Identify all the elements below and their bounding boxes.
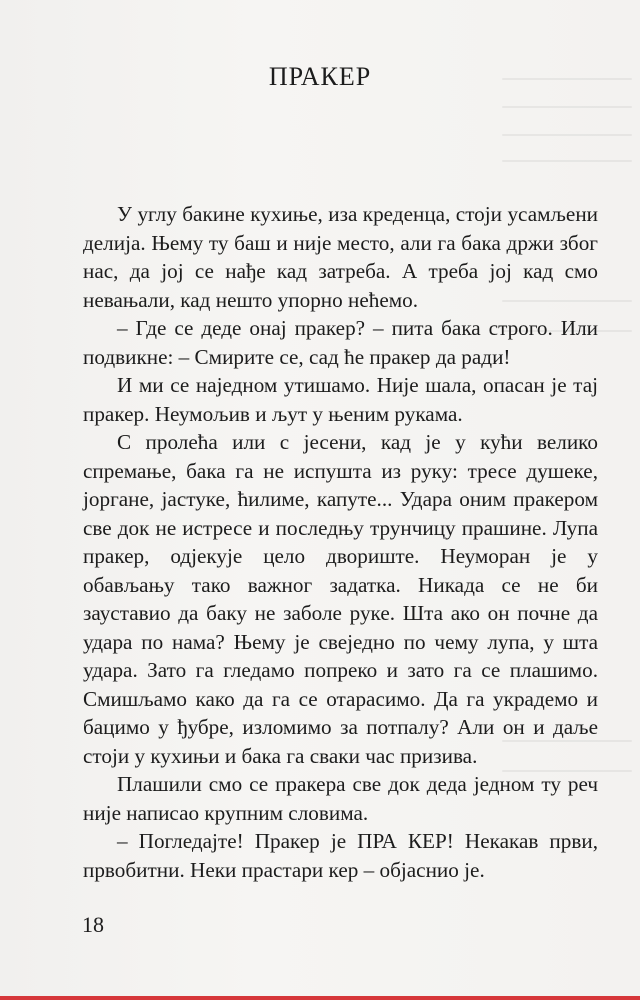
- page-number: 18: [82, 912, 104, 937]
- bleed-through-line: [502, 160, 632, 162]
- paragraph: У углу бакине кухиње, иза креденца, стоји усамљени делија. Њему ту баш и није место, али га бака држи због нас, да јој се нађе кад затреба. А треба јој кад смо невањали, кад нешто упорно нећемо.: [83, 202, 598, 312]
- bleed-through-line: [502, 134, 632, 136]
- paragraph: И ми се наједном утишамо. Није шала, опасан је тај пракер. Неумољив и љут у њеним рукама.: [83, 373, 598, 426]
- paragraph: Плашили смо се пракера све док деда једном ту реч није написао крупним словима.: [83, 772, 598, 825]
- body-text: [83, 200, 598, 884]
- paragraph: – Погледајте! Пракер је ПРА КЕР! Некакав први, првобитни. Неки прастари кер – објаснио је.: [83, 829, 598, 882]
- paragraph: С пролећа или с јесени, кад је у кући велико спремање, бака га не испушта из руку: тресе душеке, јоргане, јастуке, ћилиме, капуте... Удара оним пракером све док не истресе и последњу трунчицу прашине. Лупа пракер, одјекује цело двориште. Неуморан је у обављању тако важног задатка. Никада се не би зауставио да баку не заболе руке. Шта ако он почне да удара по нама? Њему је свеједно по чему лупа, у шта удара. Зато га гледамо попреко и зато га се плашимо. Смишљамо како да га се отарасимо. Да га украдемо и бацимо у ђубре, изломимо за потпалу? Али он и даље стоји у кухињи и бака га сваки час призива.: [83, 430, 598, 768]
- chapter-title: ПРАКЕР: [268, 62, 372, 91]
- bleed-through-line: [502, 106, 632, 108]
- paragraph: – Где се деде онај пракер? – пита бака строго. Или подвикне: – Смирите се, сад ће пракер да ради!: [83, 316, 598, 369]
- page-bottom-edge: [0, 996, 640, 1000]
